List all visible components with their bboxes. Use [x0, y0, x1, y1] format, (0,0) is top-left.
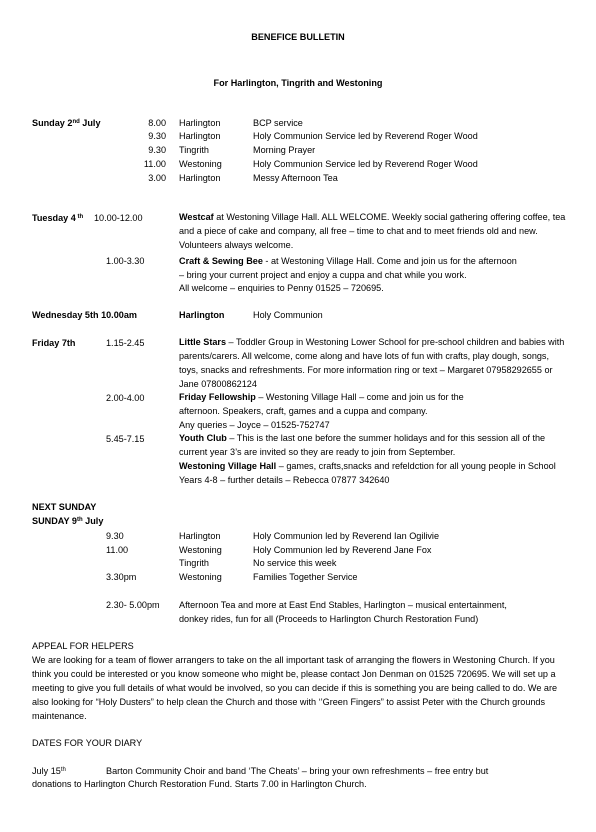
- service-time: 8.00: [148, 118, 166, 128]
- tea-line1: Afternoon Tea and more at East End Stables, Harlington – musical entertainment,: [179, 600, 507, 610]
- stars-time: 1.15-2.45: [106, 338, 145, 348]
- wednesday5-heading: Wednesday 5th 10.00am: [32, 310, 137, 320]
- diary-heading: DATES FOR YOUR DIARY: [32, 738, 143, 748]
- diary-line2: donations to Harlington Church Restoration Fund. Starts 7.00 in Harlington Church.: [32, 779, 367, 789]
- craft-time: 1.00-3.30: [106, 256, 145, 266]
- service-time: 3.30pm: [106, 572, 137, 582]
- fellowship-text: Friday Fellowship – Westoning Village Hall – come and join us for the afternoon. Speakers, craft, games and a cuppa and company.: [179, 392, 464, 416]
- craft-line1: Craft & Sewing Bee - at Westoning Village Hall. Come and join us for the afternoon: [179, 256, 517, 266]
- diary-date: July 15th: [32, 766, 66, 776]
- service-desc: Morning Prayer: [253, 145, 316, 155]
- service-place: Tingrith: [179, 145, 209, 155]
- service-time: 3.00: [148, 173, 166, 183]
- service-place: Westoning: [179, 159, 222, 169]
- tea-line2: donkey rides, fun for all (Proceeds to Harlington Church Restoration Fund): [179, 614, 479, 624]
- service-place: Harlington: [179, 173, 221, 183]
- service-desc: Holy Communion led by Reverend Ian Ogilivie: [253, 531, 440, 541]
- hall-text: Westoning Village Hall – games, crafts,snacks and refeldction for all young people in School Years 4-8 – further details – Rebecca 07877 342640: [179, 461, 556, 485]
- service-desc: BCP service: [253, 118, 303, 128]
- service-time: 9.30: [106, 531, 124, 541]
- service-desc: Holy Communion led by Reverend Jane Fox: [253, 545, 432, 555]
- craft-line3: All welcome – enquiries to Penny 01525 – 720695.: [179, 283, 384, 293]
- appeal-text: We are looking for a team of flower arrangers to take on the all important task of arranging the flowers in Westoning Church. If you think you could be interested or you know someone who might be, please contact Jon Denman on 01525 720695. We will set up a meeting to give you full details of what would be involved, so you can decide if this is something you are being called to do. We are also looking for “Holy Dusters” to help clean the Church and those with ‘’Green Fingers” to assist Peter with the Church grounds maintenance.: [32, 655, 558, 721]
- bulletin-title: BENEFICE BULLETIN: [251, 32, 345, 42]
- westcaf-time: 10.00-12.00: [94, 213, 143, 223]
- tea-time: 2.30- 5.00pm: [106, 600, 160, 610]
- service-desc: Families Together Service: [253, 572, 358, 582]
- service-desc: Messy Afternoon Tea: [253, 173, 338, 183]
- sunday2-heading: Sunday 2nd July: [32, 118, 101, 128]
- wednesday5-place: Harlington: [179, 310, 225, 320]
- westcaf-text: Westcaf at Westoning Village Hall. ALL WELCOME. Weekly social gathering offering coffee, tea and a piece of cake and company, all free – time to chat and to meet friends old and new. Volunteers always welcome.: [179, 212, 566, 250]
- service-time: 9.30: [148, 145, 166, 155]
- wednesday5-desc: Holy Communion: [253, 310, 323, 320]
- fellowship-queries: Any queries – Joyce – 01525-752747: [179, 420, 330, 430]
- next-sunday-heading: NEXT SUNDAY: [32, 502, 97, 512]
- sunday9-heading: SUNDAY 9th July: [32, 516, 104, 526]
- service-place: Westoning: [179, 545, 222, 555]
- youth-text: Youth Club – This is the last one before the summer holidays and for this session all of the current year 3’s are invited so they are ready to join from September.: [179, 433, 546, 457]
- youth-time: 5.45-7.15: [106, 434, 145, 444]
- stars-text: Little Stars – Toddler Group in Westoning Lower School for pre-school children and babies with parents/carers. All welcome, come along and have lots of fun with crafts, play dough, songs, toys, snacks and refreshments. For more information ring or text – Margaret 07958292655 or Jane 07800862124: [179, 337, 565, 389]
- appeal-heading: APPEAL FOR HELPERS: [32, 641, 134, 651]
- service-time: 11.00: [106, 545, 129, 555]
- service-time: 9.30: [148, 131, 166, 141]
- service-desc: No service this week: [253, 558, 337, 568]
- service-place: Harlington: [179, 531, 221, 541]
- diary-line1: Barton Community Choir and band ‘The Cheats’ – bring your own refreshments – free entry but: [106, 766, 489, 776]
- friday7-heading: Friday 7th: [32, 338, 76, 348]
- service-place: Harlington: [179, 118, 221, 128]
- craft-line2: – bring your current project and enjoy a cuppa and chat while you work.: [179, 270, 467, 280]
- service-desc: Holy Communion Service led by Reverend Roger Wood: [253, 159, 478, 169]
- service-place: Westoning: [179, 572, 222, 582]
- tuesday4-heading: Tuesday 4 $^{th}$: [32, 213, 84, 223]
- service-time: 11.00: [143, 159, 166, 169]
- service-place: Harlington: [179, 131, 221, 141]
- bulletin-subtitle: For Harlington, Tingrith and Westoning: [213, 78, 383, 88]
- service-desc: Holy Communion Service led by Reverend Roger Wood: [253, 131, 478, 141]
- service-place: Tingrith: [179, 558, 209, 568]
- fellowship-time: 2.00-4.00: [106, 393, 145, 403]
